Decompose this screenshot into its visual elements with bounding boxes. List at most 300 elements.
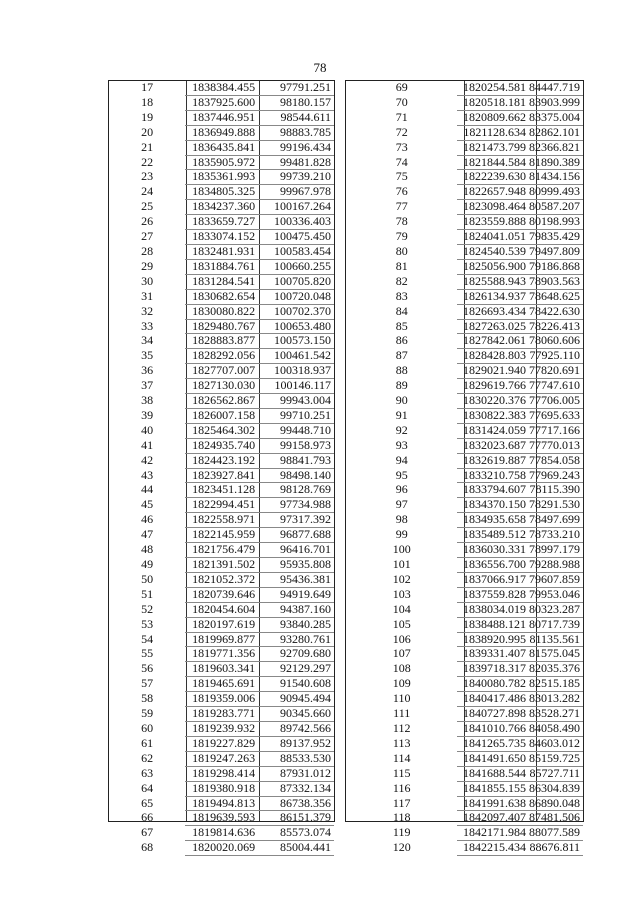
- coordinate-y: 83375.004: [529, 110, 583, 125]
- coordinate-y: 87481.506: [529, 811, 583, 826]
- coordinate-y: 100461.542: [258, 349, 334, 364]
- point-number: 31: [141, 289, 154, 303]
- point-number: 103: [392, 587, 411, 601]
- coordinate-x: 1840080.782: [457, 677, 529, 692]
- point-number: 60: [141, 721, 154, 735]
- coordinate-y: 78648.625: [529, 289, 583, 304]
- coordinate-y: 97317.392: [258, 513, 334, 528]
- point-number: 99: [395, 527, 408, 542]
- table-row: [109, 289, 334, 304]
- point-number: 83: [395, 289, 408, 303]
- coordinate-y: 82366.821: [529, 140, 583, 155]
- coordinate-x: 1841010.766: [457, 721, 529, 736]
- table-row: [346, 185, 583, 200]
- coordinate-y: 85159.725: [529, 751, 583, 766]
- coordinate-y: 98841.793: [258, 453, 334, 468]
- table-row: [346, 558, 583, 573]
- coordinate-x: 1823451.128: [185, 483, 258, 498]
- coordinate-x: 1825464.302: [185, 423, 258, 438]
- point-number: 58: [141, 691, 154, 706]
- coordinate-x: 1832023.687: [457, 438, 529, 453]
- table-row: [346, 468, 583, 483]
- point-number: 96: [395, 482, 408, 497]
- coordinate-x: 1835489.512: [457, 528, 529, 543]
- coordinate-x: 1833074.152: [185, 230, 258, 245]
- point-number: 68: [141, 840, 154, 855]
- coordinate-x: 1831284.541: [185, 274, 258, 289]
- point-number: 30: [141, 274, 154, 288]
- coordinate-x: 1836949.888: [185, 125, 258, 140]
- point-number: 33: [141, 319, 154, 333]
- table-row: [346, 230, 583, 245]
- coordinate-x: 1842171.984: [457, 826, 529, 841]
- point-number: 97: [395, 497, 408, 512]
- point-number: 76: [395, 184, 408, 199]
- point-number: 20: [141, 125, 154, 139]
- point-number: 79: [395, 229, 408, 244]
- coordinate-y: 93280.761: [258, 632, 334, 647]
- table-row: [109, 423, 334, 438]
- table-row: [109, 692, 334, 707]
- point-number: 91: [395, 408, 408, 422]
- coordinate-x: 1821128.634: [457, 125, 529, 140]
- coordinate-x: 1834370.150: [457, 498, 529, 513]
- table-row: [346, 662, 583, 677]
- table-row: [346, 572, 583, 587]
- point-number: 104: [392, 602, 411, 616]
- table-row: [346, 289, 583, 304]
- coordinate-x: 1819239.932: [185, 721, 258, 736]
- point-number: 24: [141, 184, 154, 199]
- table-row: [109, 274, 334, 289]
- coordinate-y: 78422.630: [529, 304, 583, 319]
- coordinate-y: 99710.251: [258, 408, 334, 423]
- coordinate-y: 82035.376: [529, 662, 583, 677]
- coordinate-y: 98128.769: [258, 483, 334, 498]
- coordinate-x: 1841991.638: [457, 796, 529, 811]
- point-number: 19: [141, 110, 154, 124]
- coordinate-x: 1841688.544: [457, 766, 529, 781]
- table-row: [109, 230, 334, 245]
- coordinate-y: 78291.530: [529, 498, 583, 513]
- coordinate-x: 1823927.841: [185, 468, 258, 483]
- table-row: [346, 677, 583, 692]
- coordinate-y: 94387.160: [258, 602, 334, 617]
- coordinate-y: 100475.450: [258, 230, 334, 245]
- coordinate-y: 80717.739: [529, 617, 583, 632]
- coordinate-y: 92709.680: [258, 647, 334, 662]
- coordinate-x: 1819283.771: [185, 707, 258, 722]
- coordinate-x: 1823559.888: [457, 215, 529, 230]
- coordinate-x: 1842097.407: [457, 811, 529, 826]
- coordinate-y: 100702.370: [258, 304, 334, 319]
- coordinate-x: 1834805.325: [185, 185, 258, 200]
- table-row: [109, 781, 334, 796]
- coordinate-y: 78115.390: [529, 483, 583, 498]
- coordinates-table-right: [345, 80, 584, 855]
- point-number: 106: [392, 632, 411, 646]
- coordinate-y: 85727.711: [529, 766, 583, 781]
- table-row: [346, 483, 583, 498]
- coordinate-y: 100167.264: [258, 200, 334, 215]
- coordinate-y: 80587.207: [529, 200, 583, 215]
- coordinate-y: 81575.045: [529, 647, 583, 662]
- coordinate-x: 1825588.943: [457, 274, 529, 289]
- table-row: [346, 155, 583, 170]
- coordinate-y: 89742.566: [258, 721, 334, 736]
- coordinate-y: 86738.356: [258, 796, 334, 811]
- coordinate-x: 1820739.646: [185, 587, 258, 602]
- table-row: [346, 244, 583, 259]
- coordinate-y: 93840.285: [258, 617, 334, 632]
- coordinate-x: 1820518.181: [457, 95, 529, 110]
- coordinate-x: 1824041.051: [457, 230, 529, 245]
- table-row: [346, 647, 583, 662]
- coordinate-x: 1832481.931: [185, 244, 258, 259]
- point-number: 81: [395, 259, 408, 273]
- coordinate-x: 1819298.414: [185, 766, 258, 781]
- table-row: [109, 379, 334, 394]
- coordinate-y: 85573.074: [258, 826, 334, 841]
- table-row: [109, 826, 334, 841]
- point-number: 42: [141, 453, 154, 467]
- coordinate-x: 1827263.025: [457, 319, 529, 334]
- table-row: [109, 334, 334, 349]
- point-number: 53: [141, 617, 154, 631]
- point-number: 75: [395, 169, 408, 184]
- table-row: [346, 841, 583, 856]
- coordinate-y: 78903.563: [529, 274, 583, 289]
- coordinate-y: 79953.046: [529, 587, 583, 602]
- coordinate-x: 1832619.887: [457, 453, 529, 468]
- coordinate-y: 83903.999: [529, 95, 583, 110]
- table-row: [346, 751, 583, 766]
- coordinate-y: 100583.454: [258, 244, 334, 259]
- table-row: [346, 498, 583, 513]
- table-row: [346, 110, 583, 125]
- point-number: 94: [395, 453, 408, 467]
- table-row: [346, 826, 583, 841]
- coordinate-y: 78226.413: [529, 319, 583, 334]
- point-number: 61: [141, 736, 154, 750]
- point-number: 46: [141, 512, 154, 527]
- point-number: 27: [141, 229, 154, 244]
- coordinate-x: 1829021.940: [457, 364, 529, 379]
- point-number: 54: [141, 632, 154, 646]
- coordinate-x: 1821756.479: [185, 543, 258, 558]
- table-row: [346, 528, 583, 543]
- coordinate-x: 1820254.581: [457, 81, 529, 95]
- table-row: [346, 259, 583, 274]
- point-number: 114: [392, 751, 411, 765]
- coordinate-x: 1821052.372: [185, 572, 258, 587]
- coordinate-x: 1825056.900: [457, 259, 529, 274]
- coordinate-x: 1842215.434: [457, 841, 529, 856]
- table-row: [109, 95, 334, 110]
- point-number: 74: [395, 155, 408, 169]
- table-row: [346, 602, 583, 617]
- coordinate-x: 1836435.841: [185, 140, 258, 155]
- coordinate-y: 99158.973: [258, 438, 334, 453]
- coordinate-x: 1836556.700: [457, 558, 529, 573]
- coordinate-y: 96877.688: [258, 528, 334, 543]
- point-number: 63: [141, 766, 154, 780]
- coordinate-x: 1819771.356: [185, 647, 258, 662]
- point-number: 93: [395, 438, 408, 452]
- table-row: [346, 617, 583, 632]
- coordinate-y: 95436.381: [258, 572, 334, 587]
- coordinate-x: 1841265.735: [457, 736, 529, 751]
- table-row: [109, 408, 334, 423]
- table-row: [346, 736, 583, 751]
- coordinate-x: 1837446.951: [185, 110, 258, 125]
- table-row: [346, 140, 583, 155]
- point-number: 100: [392, 542, 411, 557]
- table-row: [346, 513, 583, 528]
- coordinate-x: 1826693.434: [457, 304, 529, 319]
- coordinates-grid-left: [109, 81, 334, 856]
- point-number: 105: [392, 617, 411, 631]
- coordinate-y: 97734.988: [258, 498, 334, 513]
- point-number: 102: [392, 572, 411, 586]
- coordinate-x: 1826134.937: [457, 289, 529, 304]
- table-row: [109, 543, 334, 558]
- table-row: [109, 498, 334, 513]
- coordinate-y: 100653.480: [258, 319, 334, 334]
- coordinate-y: 77747.610: [529, 379, 583, 394]
- point-number: 112: [392, 721, 411, 735]
- point-number: 117: [392, 796, 411, 810]
- table-row: [346, 692, 583, 707]
- coordinate-y: 99943.004: [258, 394, 334, 409]
- coordinate-x: 1838384.455: [185, 81, 258, 95]
- point-number: 38: [141, 393, 154, 408]
- table-row: [109, 215, 334, 230]
- coordinate-x: 1829480.767: [185, 319, 258, 334]
- point-number: 49: [141, 557, 154, 571]
- table-row: [109, 617, 334, 632]
- coordinate-y: 77695.633: [529, 408, 583, 423]
- coordinate-x: 1839331.407: [457, 647, 529, 662]
- coordinate-x: 1824540.539: [457, 244, 529, 259]
- coordinate-y: 86304.839: [529, 781, 583, 796]
- point-number: 92: [395, 423, 408, 437]
- coordinate-x: 1820809.662: [457, 110, 529, 125]
- coordinate-y: 84447.719: [529, 81, 583, 95]
- point-number: 25: [141, 199, 154, 214]
- table-row: [109, 140, 334, 155]
- table-row: [346, 781, 583, 796]
- point-number: 48: [141, 542, 154, 557]
- point-number: 78: [395, 214, 408, 229]
- table-row: [346, 364, 583, 379]
- coordinate-x: 1826007.158: [185, 408, 258, 423]
- coordinate-y: 100720.048: [258, 289, 334, 304]
- table-row: [346, 811, 583, 826]
- table-row: [109, 572, 334, 587]
- point-number: 101: [392, 557, 411, 571]
- point-number: 88: [395, 363, 408, 378]
- table-row: [109, 468, 334, 483]
- point-number: 57: [141, 676, 154, 691]
- coordinate-y: 83528.271: [529, 707, 583, 722]
- coordinate-x: 1819639.593: [185, 811, 258, 826]
- coordinates-table-left: [108, 80, 335, 855]
- point-number: 22: [141, 155, 154, 169]
- coordinate-y: 80999.493: [529, 185, 583, 200]
- table-row: [346, 707, 583, 722]
- point-number: 72: [395, 125, 408, 139]
- coordinate-x: 1824423.192: [185, 453, 258, 468]
- table-row: [109, 438, 334, 453]
- coordinate-y: 77854.058: [529, 453, 583, 468]
- point-number: 73: [395, 140, 408, 154]
- coordinate-y: 95935.808: [258, 558, 334, 573]
- coordinate-x: 1819359.006: [185, 692, 258, 707]
- coordinate-x: 1835361.993: [185, 170, 258, 185]
- table-row: [109, 721, 334, 736]
- coordinate-y: 80323.287: [529, 602, 583, 617]
- coordinate-y: 84603.012: [529, 736, 583, 751]
- coordinate-y: 78497.699: [529, 513, 583, 528]
- coordinate-y: 100146.117: [258, 379, 334, 394]
- point-number: 90: [395, 393, 408, 408]
- table-row: [346, 125, 583, 140]
- table-row: [109, 766, 334, 781]
- point-number: 89: [395, 378, 408, 393]
- table-row: [346, 423, 583, 438]
- coordinate-x: 1837559.828: [457, 587, 529, 602]
- point-number: 18: [141, 95, 154, 109]
- coordinate-y: 81890.389: [529, 155, 583, 170]
- page-number: 78: [313, 60, 327, 75]
- point-number: 34: [141, 333, 154, 348]
- table-row: [346, 379, 583, 394]
- coordinate-x: 1819227.829: [185, 736, 258, 751]
- coordinate-x: 1820454.604: [185, 602, 258, 617]
- table-row: [346, 170, 583, 185]
- table-row: [346, 408, 583, 423]
- coordinate-x: 1827707.007: [185, 364, 258, 379]
- coordinate-y: 79186.868: [529, 259, 583, 274]
- coordinate-x: 1829619.766: [457, 379, 529, 394]
- coordinate-y: 99448.710: [258, 423, 334, 438]
- point-number: 82: [395, 274, 408, 288]
- coordinate-x: 1830682.654: [185, 289, 258, 304]
- point-number: 87: [395, 348, 408, 363]
- coordinate-y: 99481.828: [258, 155, 334, 170]
- point-number: 64: [141, 781, 154, 795]
- table-row: [346, 81, 583, 95]
- table-row: [109, 200, 334, 215]
- point-number: 109: [392, 676, 411, 691]
- coordinate-x: 1824935.740: [185, 438, 258, 453]
- table-row: [346, 334, 583, 349]
- point-number: 69: [395, 81, 408, 95]
- coordinate-x: 1828292.056: [185, 349, 258, 364]
- point-number: 111: [393, 706, 411, 721]
- coordinate-y: 99196.434: [258, 140, 334, 155]
- table-row: [109, 587, 334, 602]
- point-number: 85: [395, 319, 408, 333]
- table-row: [109, 483, 334, 498]
- coordinate-y: 78733.210: [529, 528, 583, 543]
- coordinate-y: 82515.185: [529, 677, 583, 692]
- coordinate-x: 1822994.451: [185, 498, 258, 513]
- table-row: [109, 453, 334, 468]
- coordinate-y: 92129.297: [258, 662, 334, 677]
- coordinate-y: 77706.005: [529, 394, 583, 409]
- table-row: [109, 155, 334, 170]
- table-row: [109, 319, 334, 334]
- point-number: 29: [141, 259, 154, 273]
- point-number: 40: [141, 423, 154, 437]
- table-row: [346, 95, 583, 110]
- table-row: [109, 707, 334, 722]
- coordinate-y: 85004.441: [258, 841, 334, 856]
- coordinate-y: 98180.157: [258, 95, 334, 110]
- coordinate-x: 1819380.918: [185, 781, 258, 796]
- table-row: [346, 766, 583, 781]
- table-row: [109, 170, 334, 185]
- table-row: [109, 677, 334, 692]
- point-number: 47: [141, 527, 154, 542]
- point-number: 55: [141, 646, 154, 661]
- point-number: 77: [395, 199, 408, 214]
- point-number: 44: [141, 482, 154, 497]
- coordinate-x: 1834935.658: [457, 513, 529, 528]
- coordinate-x: 1819969.877: [185, 632, 258, 647]
- table-row: [346, 587, 583, 602]
- coordinate-x: 1834237.360: [185, 200, 258, 215]
- coordinate-y: 90945.494: [258, 692, 334, 707]
- coordinate-x: 1838488.121: [457, 617, 529, 632]
- point-number: 23: [141, 169, 154, 184]
- coordinate-y: 77717.166: [529, 423, 583, 438]
- coordinate-x: 1838920.995: [457, 632, 529, 647]
- table-row: [346, 438, 583, 453]
- point-number: 39: [141, 408, 154, 422]
- coordinate-y: 90345.660: [258, 707, 334, 722]
- coordinate-y: 81135.561: [529, 632, 583, 647]
- point-number: 62: [141, 751, 154, 765]
- point-number: 52: [141, 602, 154, 616]
- table-row: [109, 244, 334, 259]
- point-number: 37: [141, 378, 154, 393]
- coordinate-x: 1822558.971: [185, 513, 258, 528]
- coordinate-y: 78997.179: [529, 543, 583, 558]
- coordinate-y: 81434.156: [529, 170, 583, 185]
- coordinate-x: 1822657.948: [457, 185, 529, 200]
- coordinate-y: 89137.952: [258, 736, 334, 751]
- coordinate-y: 79288.988: [529, 558, 583, 573]
- point-number: 80: [395, 244, 408, 258]
- coordinate-y: 98883.785: [258, 125, 334, 140]
- coordinate-y: 77820.691: [529, 364, 583, 379]
- point-number: 32: [141, 304, 154, 318]
- table-row: [346, 304, 583, 319]
- point-number: 118: [392, 810, 411, 825]
- point-number: 116: [392, 781, 411, 795]
- coordinate-y: 84058.490: [529, 721, 583, 736]
- table-row: [109, 811, 334, 826]
- coordinate-x: 1822145.959: [185, 528, 258, 543]
- coordinate-y: 87931.012: [258, 766, 334, 781]
- coordinate-x: 1841855.155: [457, 781, 529, 796]
- table-row: [109, 796, 334, 811]
- point-number: 35: [141, 348, 154, 363]
- coordinate-y: 91540.608: [258, 677, 334, 692]
